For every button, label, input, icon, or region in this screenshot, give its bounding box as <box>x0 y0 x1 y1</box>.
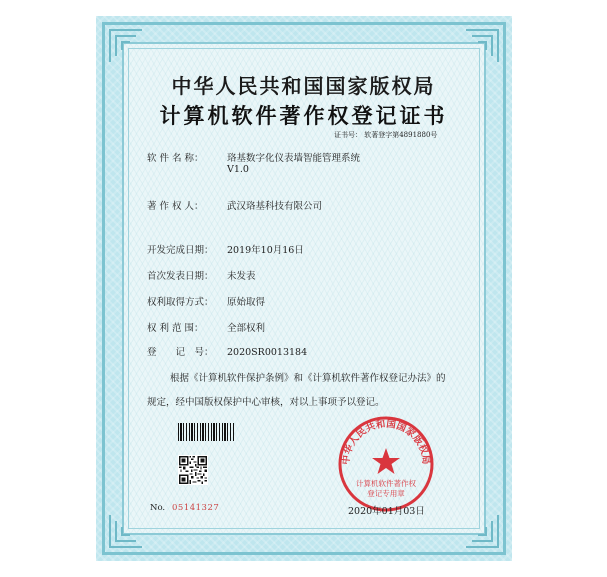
field-label: 登 记 号： <box>147 347 214 358</box>
field-label: 权 利 范 围： <box>147 323 204 334</box>
field-value: 未发表 <box>227 271 256 282</box>
field-label: 著 作 权 人： <box>147 201 204 212</box>
field-rights-scope <box>147 320 265 334</box>
seal-line-1: 计算机软件著作权 <box>356 479 416 488</box>
statement-line-1: 根据《计算机软件保护条例》和《计算机软件著作权登记办法》的 <box>170 373 446 384</box>
issue-date: 2020年01月03日 <box>348 506 425 517</box>
corner-ornament-bottom-left <box>106 511 146 551</box>
seal-ring-text: 中华人民共和国国家版权局 <box>340 418 432 466</box>
field-copyright-owner <box>147 198 322 212</box>
certificate-number: 证书号： 软著登字第4891880号 <box>334 131 438 139</box>
certificate-title: 计算机软件著作权登记证书 <box>159 103 448 128</box>
qr-code <box>178 455 208 485</box>
field-registration-number <box>147 344 307 358</box>
serial-number: 05141327 <box>172 503 220 513</box>
issuer-title: 中华人民共和国国家版权局 <box>171 74 436 98</box>
field-label: 软 件 名 称： <box>147 153 204 164</box>
field-label: 开发完成日期： <box>147 245 214 256</box>
corner-ornament-top-right <box>462 26 502 66</box>
field-value: 原始取得 <box>227 297 266 308</box>
software-version: V1.0 <box>227 164 249 175</box>
field-value: 2019年10月16日 <box>227 245 304 256</box>
field-value: 武汉珞基科技有限公司 <box>227 201 323 212</box>
corner-ornament-top-left <box>106 26 146 66</box>
field-first-publication <box>147 268 256 282</box>
field-completion-date <box>147 242 304 256</box>
field-label: 权利取得方式： <box>147 297 214 308</box>
official-seal <box>336 414 436 514</box>
seal-line-2: 登记专用章 <box>367 489 405 498</box>
statement-line-2: 规定，经中国版权保护中心审核，对以上事项予以登记。 <box>147 397 385 408</box>
field-value: 珞基数字化仪表墙智能管理系统 <box>227 153 361 164</box>
corner-ornament-bottom-right <box>462 511 502 551</box>
barcode <box>178 423 234 441</box>
serial-label: No. <box>150 503 166 513</box>
field-value: 2020SR0013184 <box>227 347 308 358</box>
field-acquisition-method <box>147 294 265 308</box>
field-value: 全部权利 <box>227 323 266 334</box>
field-software-name <box>147 150 360 164</box>
field-label: 首次发表日期： <box>147 271 214 282</box>
